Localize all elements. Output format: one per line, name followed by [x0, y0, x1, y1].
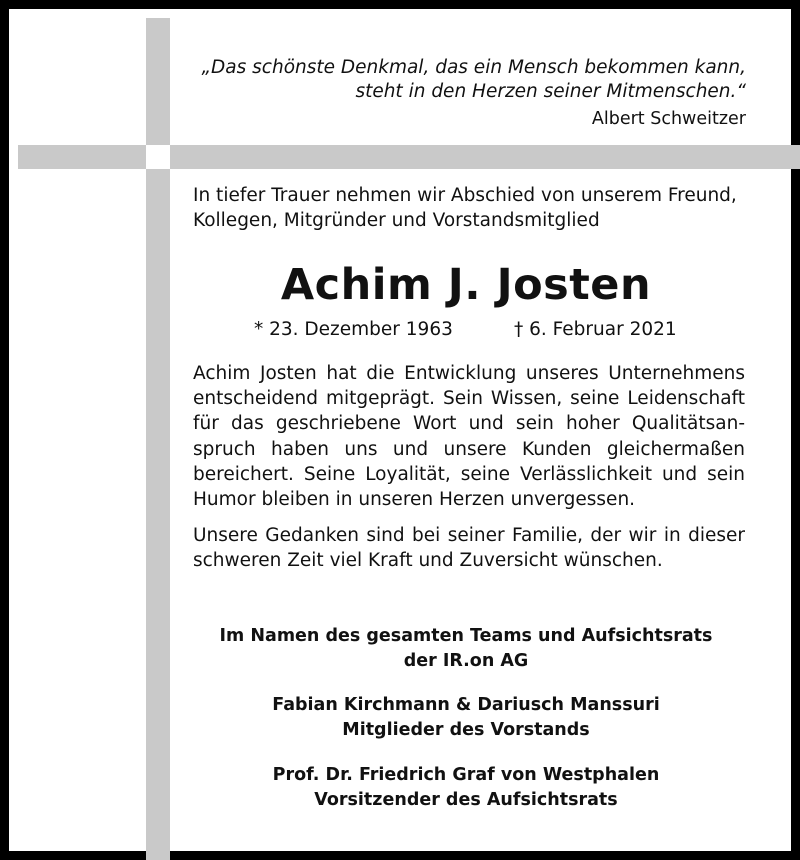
tribute-line: Achim Josten hat die Entwicklung unseres Unternehmens — [193, 363, 745, 384]
signature-line: Mitglieder des Vorstands — [342, 720, 590, 740]
signature-line: Fabian Kirchmann & Dariusch Manssuri — [272, 695, 660, 715]
cross-horizontal-bar — [18, 145, 800, 169]
intro-text — [193, 183, 753, 233]
deceased-name: Achim J. Josten — [280, 260, 652, 310]
tribute-line: Humor bleiben in unseren Herzen unvergessen. — [193, 489, 636, 511]
quote-line: „Das schönste Denkmal, das ein Mensch bekommen kann, — [201, 57, 746, 78]
signature-line: Prof. Dr. Friedrich Graf von Westphalen — [272, 765, 660, 785]
intro-line: Kollegen, Mitgründer und Vorstandsmitglied — [193, 210, 600, 231]
quote-author: Albert Schweitzer — [591, 109, 746, 129]
signature-line: Vorsitzender des Aufsichtsrats — [314, 790, 618, 810]
signature-team — [193, 624, 739, 674]
birth-date: * 23. Dezember 1963 — [254, 319, 453, 340]
quote-line: steht in den Herzen seiner Mitmenschen.“ — [355, 81, 746, 102]
condolence-line: schweren Zeit viel Kraft und Zuversicht wünschen. — [193, 550, 663, 572]
tribute-line: für das geschriebene Wort und sein hoher Qualitätsan- — [193, 413, 745, 435]
cross-center-gap — [146, 145, 170, 169]
tribute-line: entscheidend mitgeprägt. Sein Wissen, seine Leidenschaft — [193, 388, 745, 410]
signature-board — [193, 693, 739, 743]
intro-line: In tiefer Trauer nehmen wir Abschied von unserem Freund, — [193, 185, 737, 206]
tribute-paragraph — [193, 361, 745, 512]
death-date: † 6. Februar 2021 — [514, 319, 677, 340]
condolence-paragraph — [193, 523, 745, 573]
signature-chair — [193, 763, 739, 813]
quote — [180, 56, 746, 104]
tribute-line: spruch haben uns und unsere Kunden gleichermaßen — [193, 438, 745, 460]
signature-line: der IR.on AG — [403, 651, 529, 671]
signature-line: Im Namen des gesamten Teams und Aufsichtsrats — [219, 626, 713, 646]
condolence-line: Unsere Gedanken sind bei seiner Familie, der wir in dieser — [193, 525, 745, 546]
tribute-line: bereichert. Seine Loyalität, seine Verlässlichkeit und sein — [193, 463, 745, 485]
